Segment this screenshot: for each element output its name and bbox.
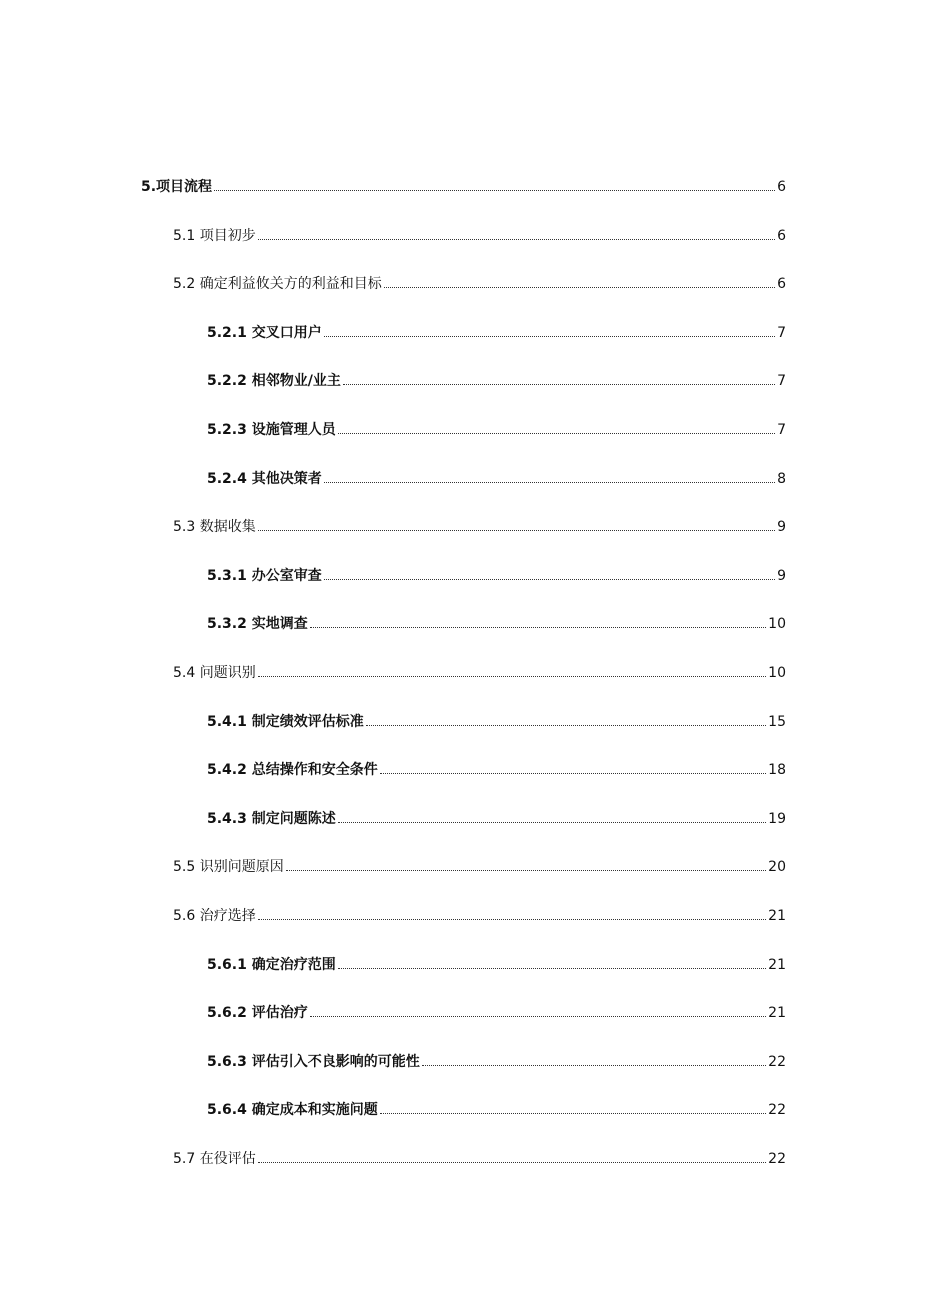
- toc-entry-page: 10: [768, 616, 786, 633]
- toc-entry-title: 5.2.4 其他决策者: [207, 470, 322, 487]
- dot-leader: [310, 1002, 766, 1017]
- toc-entry-title: 5.1 项目初步: [173, 227, 256, 244]
- dot-leader: [324, 565, 775, 580]
- table-of-contents: [0, 170, 926, 1190]
- toc-entry-title: 5.2 确定利益攸关方的利益和目标: [173, 276, 382, 293]
- dot-leader: [258, 905, 766, 920]
- toc-entry[interactable]: [0, 996, 926, 1045]
- toc-entry-title: 5.4 问题识别: [173, 664, 256, 681]
- dot-leader: [310, 613, 766, 628]
- dot-leader: [258, 225, 775, 240]
- toc-entry-page: 10: [768, 664, 786, 681]
- toc-entry-page: 19: [768, 810, 786, 827]
- toc-entry-page: 20: [768, 859, 786, 876]
- toc-entry-title: 5.6.4 确定成本和实施问题: [207, 1102, 378, 1119]
- toc-entry-page: 18: [768, 762, 786, 779]
- toc-entry-title: 5.4.3 制定问题陈述: [207, 810, 336, 827]
- toc-entry[interactable]: [0, 656, 926, 705]
- toc-entry[interactable]: [0, 607, 926, 656]
- toc-entry-page: 22: [768, 1053, 786, 1070]
- dot-leader: [422, 1051, 766, 1066]
- toc-entry[interactable]: [0, 1045, 926, 1094]
- toc-entry-page: 21: [768, 956, 786, 973]
- toc-entry[interactable]: [0, 899, 926, 948]
- dot-leader: [366, 711, 766, 726]
- toc-entry-title: 5.6 治疗选择: [173, 907, 256, 924]
- toc-entry[interactable]: [0, 316, 926, 365]
- toc-entry-title: 5.2.2 相邻物业/业主: [207, 373, 341, 390]
- toc-entry-page: 6: [777, 179, 786, 195]
- toc-entry-page: 9: [777, 567, 786, 584]
- toc-entry[interactable]: [0, 413, 926, 462]
- toc-entry-page: 7: [777, 324, 786, 341]
- toc-entry[interactable]: [0, 170, 926, 219]
- toc-entry-title: 5.6.3 评估引入不良影响的可能性: [207, 1053, 420, 1070]
- toc-entry-title: 5.5 识别问题原因: [173, 859, 284, 876]
- toc-entry[interactable]: [0, 948, 926, 997]
- toc-entry-page: 22: [768, 1150, 786, 1167]
- toc-entry-title: 5.4.2 总结操作和安全条件: [207, 762, 378, 779]
- toc-entry-page: 7: [777, 421, 786, 438]
- toc-entry[interactable]: [0, 364, 926, 413]
- toc-entry[interactable]: [0, 559, 926, 608]
- dot-leader: [286, 856, 766, 871]
- toc-entry[interactable]: [0, 753, 926, 802]
- toc-entry[interactable]: [0, 219, 926, 268]
- toc-entry-title: 5.4.1 制定绩效评估标准: [207, 713, 364, 730]
- toc-entry[interactable]: [0, 850, 926, 899]
- dot-leader: [258, 662, 766, 677]
- dot-leader: [324, 468, 775, 483]
- toc-entry-page: 7: [777, 373, 786, 390]
- toc-entry[interactable]: [0, 802, 926, 851]
- toc-entry-title: 5.6.2 评估治疗: [207, 1005, 308, 1022]
- toc-entry-page: 8: [777, 470, 786, 487]
- toc-entry-page: 21: [768, 1005, 786, 1022]
- toc-entry[interactable]: [0, 1142, 926, 1191]
- dot-leader: [338, 808, 766, 823]
- dot-leader: [324, 322, 775, 337]
- dot-leader: [258, 1148, 766, 1163]
- dot-leader: [384, 273, 775, 288]
- toc-entry[interactable]: [0, 510, 926, 559]
- toc-entry[interactable]: [0, 1093, 926, 1142]
- toc-entry-title: 5.7 在役评估: [173, 1150, 256, 1167]
- toc-entry-page: 9: [777, 519, 786, 536]
- dot-leader: [338, 419, 775, 434]
- toc-entry-title: 5.项目流程: [141, 179, 213, 195]
- toc-entry-page: 6: [777, 227, 786, 244]
- dot-leader: [380, 759, 766, 774]
- toc-entry-title: 5.3.1 办公室审查: [207, 567, 322, 584]
- toc-entry[interactable]: [0, 267, 926, 316]
- dot-leader: [380, 1099, 766, 1114]
- toc-entry[interactable]: [0, 705, 926, 754]
- toc-entry-title: 5.2.3 设施管理人员: [207, 421, 336, 438]
- toc-entry-title: 5.2.1 交叉口用户: [207, 324, 322, 341]
- dot-leader: [258, 516, 775, 531]
- toc-entry-title: 5.3 数据收集: [173, 519, 256, 536]
- toc-entry-page: 21: [768, 907, 786, 924]
- toc-entry-title: 5.6.1 确定治疗范围: [207, 956, 336, 973]
- toc-entry-title: 5.3.2 实地调查: [207, 616, 308, 633]
- dot-leader: [338, 954, 766, 969]
- dot-leader: [343, 370, 775, 385]
- toc-entry-page: 22: [768, 1102, 786, 1119]
- toc-entry[interactable]: [0, 462, 926, 511]
- dot-leader: [214, 176, 775, 191]
- toc-entry-page: 15: [768, 713, 786, 730]
- toc-entry-page: 6: [777, 276, 786, 293]
